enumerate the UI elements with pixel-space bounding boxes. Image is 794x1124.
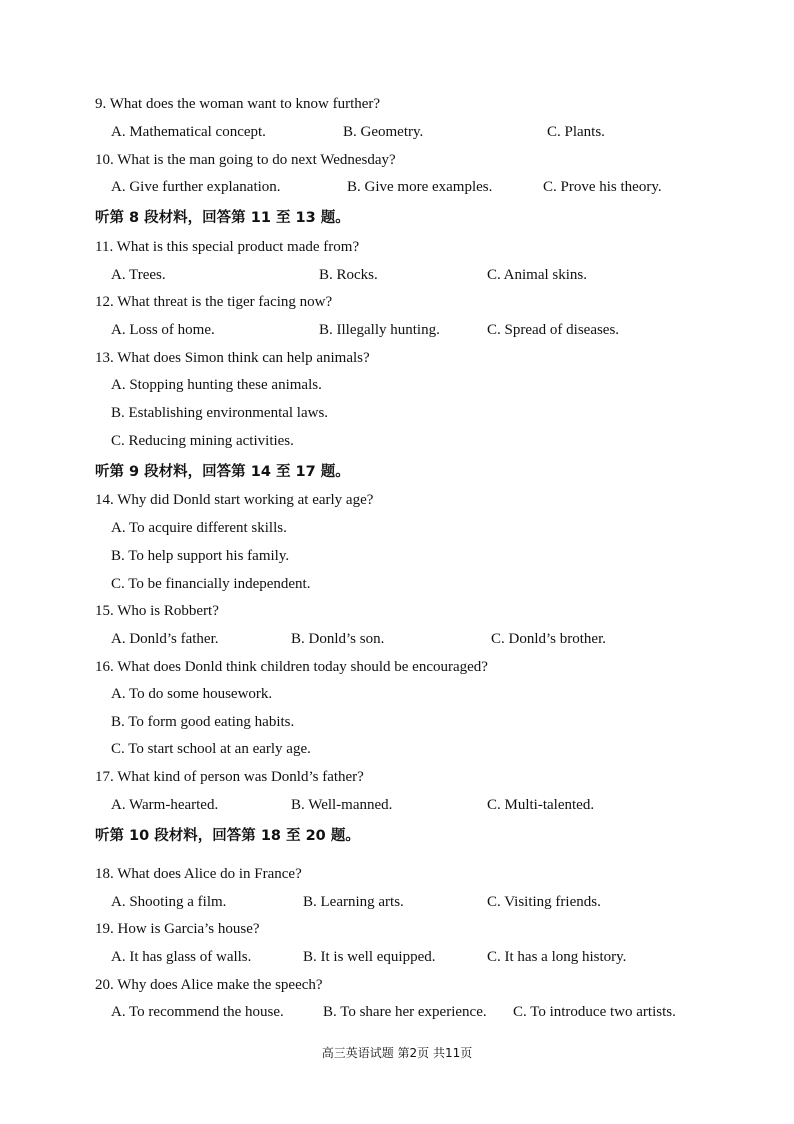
option-a: A. Warm-hearted. (111, 797, 219, 813)
option-c: C. To start school at an early age. (111, 741, 311, 757)
question-stem: 13. What does Simon think can help animals? (95, 350, 370, 366)
question-stem: 9. What does the woman want to know further? (95, 96, 381, 112)
option-c: C. Animal skins. (487, 267, 588, 283)
question-stem: 20. Why does Alice make the speech? (95, 977, 323, 993)
option-b: B. To help support his family. (111, 548, 290, 564)
question-stem: 17. What kind of person was Donld’s father? (95, 769, 364, 785)
option-a: A. To do some housework. (111, 686, 273, 702)
option-a: A. Give further explanation. (111, 179, 281, 195)
option-a: A. To recommend the house. (111, 1004, 284, 1020)
option-b: B. Establishing environmental laws. (111, 405, 329, 421)
option-b: B. It is well equipped. (303, 949, 436, 965)
option-b: B. Rocks. (319, 267, 378, 283)
question-stem: 11. What is this special product made from? (95, 239, 360, 255)
option-b: B. Geometry. (343, 124, 424, 140)
option-c: C. To be financially independent. (111, 576, 311, 592)
question-stem: 10. What is the man going to do next Wednesday? (95, 152, 396, 168)
option-a: A. Shooting a film. (111, 894, 227, 910)
option-c: C. Spread of diseases. (487, 322, 620, 338)
option-b: B. Learning arts. (303, 894, 404, 910)
page-footer: 高三英语试题 第2页 共11页 (321, 1046, 473, 1060)
section-heading: 听第 8 段材料，回答第 11 至 13 题。 (95, 210, 350, 226)
option-a: A. Mathematical concept. (111, 124, 266, 140)
question-stem: 15. Who is Robbert? (95, 603, 219, 619)
option-c: C. To introduce two artists. (513, 1004, 676, 1020)
option-b: B. To form good eating habits. (111, 714, 295, 730)
option-c: C. It has a long history. (487, 949, 627, 965)
question-stem: 12. What threat is the tiger facing now? (95, 294, 333, 310)
option-b: B. Give more examples. (347, 179, 493, 195)
option-b: B. Donld’s son. (291, 631, 385, 647)
option-c: C. Reducing mining activities. (111, 433, 294, 449)
option-c: C. Prove his theory. (543, 179, 662, 195)
option-b: B. To share her experience. (323, 1004, 487, 1020)
option-a: A. Donld’s father. (111, 631, 219, 647)
option-b: B. Illegally hunting. (319, 322, 440, 338)
option-a: A. It has glass of walls. (111, 949, 252, 965)
option-a: A. Loss of home. (111, 322, 215, 338)
section-heading: 听第 10 段材料，回答第 18 至 20 题。 (95, 828, 360, 844)
question-stem: 16. What does Donld think children today should be encouraged? (95, 659, 488, 675)
option-c: C. Plants. (547, 124, 605, 140)
option-c: C. Donld’s brother. (491, 631, 606, 647)
option-b: B. Well-manned. (291, 797, 393, 813)
option-a: A. Trees. (111, 267, 166, 283)
question-stem: 19. How is Garcia’s house? (95, 921, 260, 937)
option-c: C. Visiting friends. (487, 894, 601, 910)
question-stem: 14. Why did Donld start working at early age? (95, 492, 374, 508)
option-a: A. Stopping hunting these animals. (111, 377, 322, 393)
option-c: C. Multi-talented. (487, 797, 595, 813)
option-a: A. To acquire different skills. (111, 520, 287, 536)
section-heading: 听第 9 段材料，回答第 14 至 17 题。 (95, 464, 350, 480)
question-stem: 18. What does Alice do in France? (95, 866, 302, 882)
